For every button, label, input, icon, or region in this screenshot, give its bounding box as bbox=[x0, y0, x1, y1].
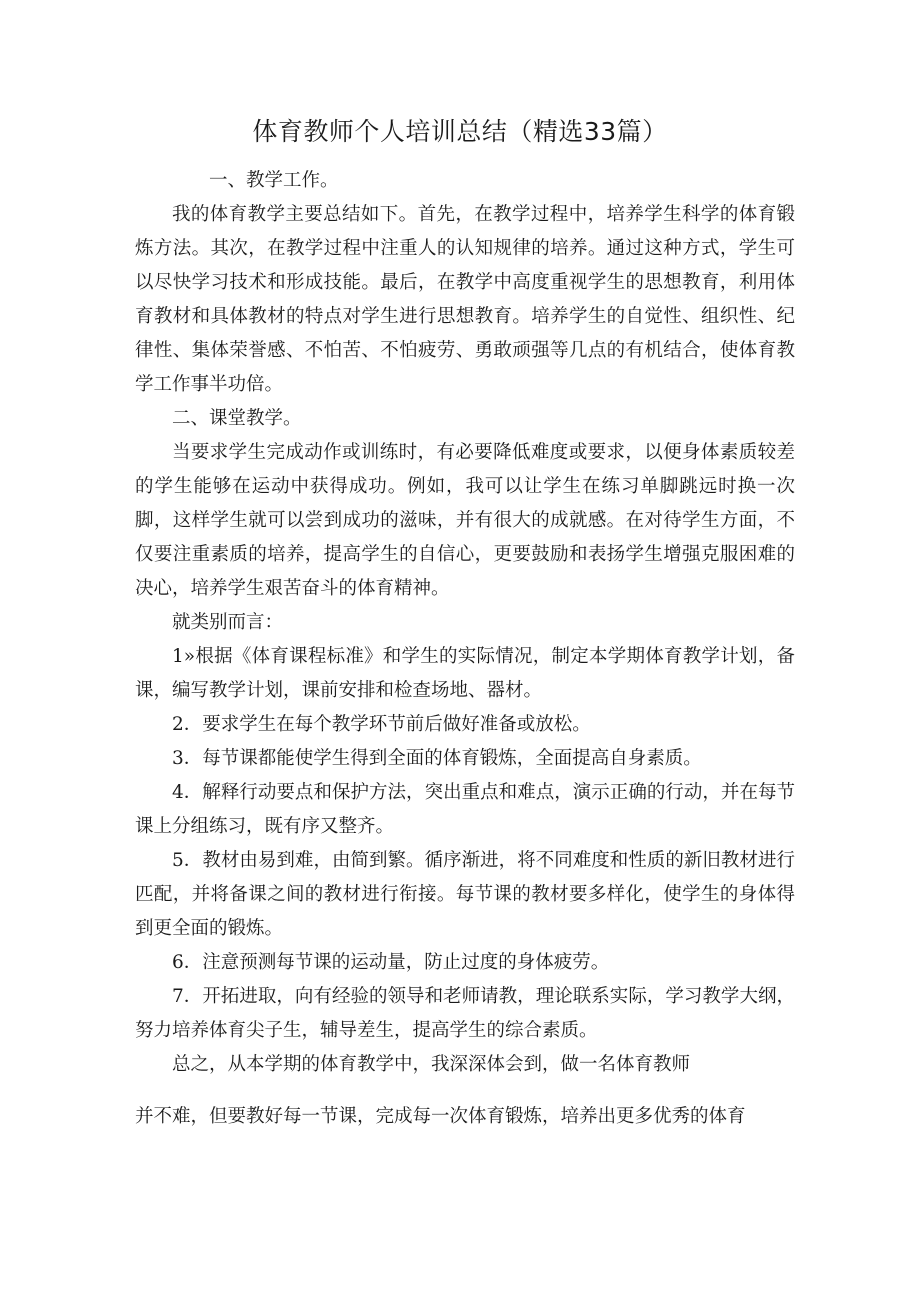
list-item-6: 6．注意预测每节课的运动量，防止过度的身体疲劳。 bbox=[172, 952, 610, 973]
paragraph-category-intro: 就类别而言： bbox=[172, 612, 284, 633]
list-item-1: 1»根据《体育课程标准》和学生的实际情况，制定本学期体育教学计划，备课，编写教学计划，课前安排和检查场地、器材。 bbox=[135, 646, 795, 701]
document-body bbox=[135, 164, 795, 1134]
paragraph-conclusion-continued: 并不难，但要教好每一节课，完成每一次体育锻炼，培养出更多优秀的体育 bbox=[135, 1106, 746, 1127]
list-item-5: 5．教材由易到难，由简到繁。循序渐进，将不同难度和性质的新旧教材进行匹配，并将备课之间的教材进行衔接。每节课的教材要多样化，使学生的身体得到更全面的锻炼。 bbox=[135, 850, 795, 939]
list-item-3: 3．每节课都能使学生得到全面的体育锻炼，全面提高自身素质。 bbox=[172, 748, 702, 769]
list-item-7: 7．开拓进取，向有经验的领导和老师请教，理论联系实际，学习教学大纲，努力培养体育尖子生，辅导差生，提高学生的综合素质。 bbox=[135, 986, 795, 1041]
document-title: 体育教师个人培训总结（精选33篇） bbox=[252, 117, 668, 146]
paragraph-teaching-summary: 我的体育教学主要总结如下。首先，在教学过程中，培养学生科学的体育锻炼方法。其次，在教学过程中注重人的认知规律的培养。通过这种方式，学生可以尽快学习技术和形成技能。最后，在教学中高度重视学生的思想教育，利用体育教材和具体教材的特点对学生进行思想教育。培养学生的自觉性、组织性、纪律性、集体荣誉感、不怕苦、不怕疲劳、勇敢顽强等几点的有机结合，使体育教学工作事半功倍。 bbox=[135, 204, 795, 395]
list-item-2: 2．要求学生在每个教学环节前后做好准备或放松。 bbox=[172, 714, 591, 735]
paragraph-conclusion: 总之，从本学期的体育教学中，我深深体会到，做一名体育教师 bbox=[172, 1054, 691, 1075]
list-item-4: 4．解释行动要点和保护方法，突出重点和难点，演示正确的行动，并在每节课上分组练习，既有序又整齐。 bbox=[135, 782, 795, 837]
heading-classroom-teaching: 二、课堂教学。 bbox=[172, 408, 302, 429]
heading-teaching-work: 一、教学工作。 bbox=[209, 170, 339, 191]
paragraph-classroom-teaching: 当要求学生完成动作或训练时，有必要降低难度或要求，以便身体素质较差的学生能够在运动中获得成功。例如，我可以让学生在练习单脚跳远时换一次脚，这样学生就可以尝到成功的滋味，并有很大的成就感。在对待学生方面，不仅要注重素质的培养，提高学生的自信心，更要鼓励和表扬学生增强克服困难的决心，培养学生艰苦奋斗的体育精神。 bbox=[135, 442, 795, 599]
